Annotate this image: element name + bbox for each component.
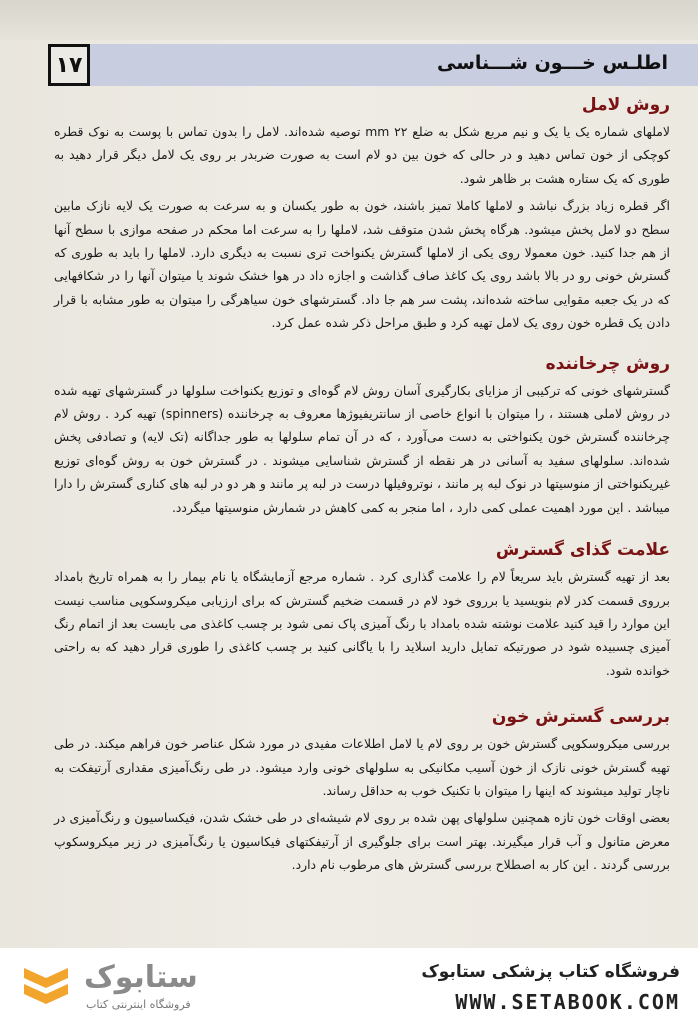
book-title: اطلـس خـــون شـــناسی: [436, 52, 668, 74]
section-heading: بررسی گسترش خون: [491, 707, 670, 728]
section-smear-labeling: [54, 537, 670, 682]
page-number: ۱۷: [48, 44, 90, 86]
section-heading: علامت گذای گسترش: [495, 540, 670, 561]
footer-info: [421, 962, 680, 1014]
logo-subtitle: فروشگاه اینترنتی کتاب: [86, 998, 191, 1011]
page-header: [48, 44, 698, 86]
store-url: WWW.SETABOOK.COM: [455, 990, 680, 1014]
watermark-footer: [0, 948, 698, 1024]
paragraph: گسترشهای خونی که ترکیبی از مزایای بکارگیری آسان روش لام گوه‌ای و توزیع یکنواخت سلولها در گسترشهای تهیه شده در روش لاملی هستند ، را میتوان با انواع خاصی از سانتریفیوژها معروف به چرخاننده (spinners) تهیه کرد . روش لام چرخاننده گسترش خون یکنواختی به دست می‌آورد ، که در آن تمام سلولها به طور جداگانه (تک لایه) و تصادفی پخش شده‌اند. سلولهای سفید به آسانی در هر نقطه از گسترش شناسایی میشوند . در گسترش خون به روش گوه‌ای توزیع غیریکنواختی از منوسیتها در نوک لبه پر مانند ، نوتروفیلها درست در لبه پر مانند و هر دو در لبه های کناری گسترش را دارا میباشد . این مورد اهمیت عملی کمی دارد ، اما منجر به کمی کاهش در شمارش منوسیتها میگردد.: [54, 382, 670, 515]
section-heading: روش لامل: [581, 95, 670, 115]
paragraph: بررسی میکروسکوپی گسترش خون بر روی لام یا لامل اطلاعات مفیدی در مورد شکل عناصر خون فراهم میکند. در طی تهیه گسترش خونی نازک از خون آسیب مکانیکی به سلولهای خونی وارد میشود. در طی رنگ‌آمیزی مقداری آرتیفکت به ناچار تولید میشوند که اینها را میتوان با تکنیک خوب به حداقل رساند.: [54, 736, 670, 798]
paragraph: لاملهای شماره یک یا یک و نیم مربع شکل به ضلع ۲۲ mm توصیه شده‌اند. لامل را بدون تماس با پوست به نوک قطره کوچکی از خون تماس دهید و در حالی که خون بین دو لام است به صورت ضربدر بر روی یک لامل دیگر قرار دهید به طوری که یک ستاره هشت بر ظاهر شود.: [54, 124, 670, 186]
section-smear-examination: [54, 704, 670, 876]
setabook-logo: [14, 958, 284, 1016]
section-spinner-method: [54, 351, 670, 519]
paragraph: بعد از تهیه گسترش باید سریعاً لام را علامت گذاری کرد . شماره مرجع آزمایشگاه یا نام بیمار را به همراه تاریخ بامداد برروی قسمت کدر لام بنویسید یا برروی خود لام در قسمت ضخیم گسترش که برای ارزیابی میکروسکوپی مناسب نیست این موارد را قید کنید علامت نوشته شده بامداد با رنگ آمیزی پاک نمی شود بر چسب کاغذی می بایست بعد از اتمام رنگ آمیزی چسبیده شود در صورتیکه تمایل دارید اسلاید را با یاگانی کنید بر چسب کاغذی را طوری قرار دهید که به راحتی خوانده شود.: [54, 569, 670, 678]
page-content: [54, 92, 670, 891]
section-lamel-method: [54, 92, 670, 335]
top-margin: [0, 0, 698, 40]
section-heading: روش چرخاننده: [545, 353, 670, 374]
logo-text: ستابوک: [84, 960, 198, 995]
paragraph: بعضی اوقات خون تازه همچنین سلولهای پهن شده بر روی لام شیشه‌ای در طی خشک شدن، فیکساسیون و رنگ‌آمیزی در معرض متانول و آب قرار میگیرند. بهتر است برای جلوگیری از آرتیفکتهای فیکاسیون یا رنگ‌آمیزی در زیر میکروسکوپ بررسی گردند . این کار به اصطلاح بررسی گسترش های مرطوب نام دارد.: [54, 810, 670, 873]
store-name: فروشگاه کتاب پزشکی ستابوک: [421, 962, 680, 982]
paragraph: اگر قطره زیاد بزرگ نباشد و لاملها کاملا تمیز باشند، خون به طور یکسان و به سرعت به صورت یک لایه نازک مابین سطح دو لامل پخش میشود. هرگاه پخش شدن متوقف شد، لاملها را به سرعت اما محکم در صفحه موازی با سطح آنها از هم جدا کنید. خون معمولا روی یکی از لاملها گسترش یکنواخت تری نسبت به دیگری دارد. لاملها را باید به طوری که گسترش خونی رو در بالا باشد روی یک کاغذ صاف گذاشت و اجازه داد در هوا خشک شوند یا میتوان آنها را در شکافهایی که در یک جعبه مقوایی ساخته شده‌اند، پشت سر هم جا داد. گسترشهای خون سیاهرگی را میتوان به طور مشابه با قرار دادن یک قطره خون روی یک لامل تهیه کرد و طبق مراحل ذکر شده عمل کرد.: [54, 198, 670, 331]
